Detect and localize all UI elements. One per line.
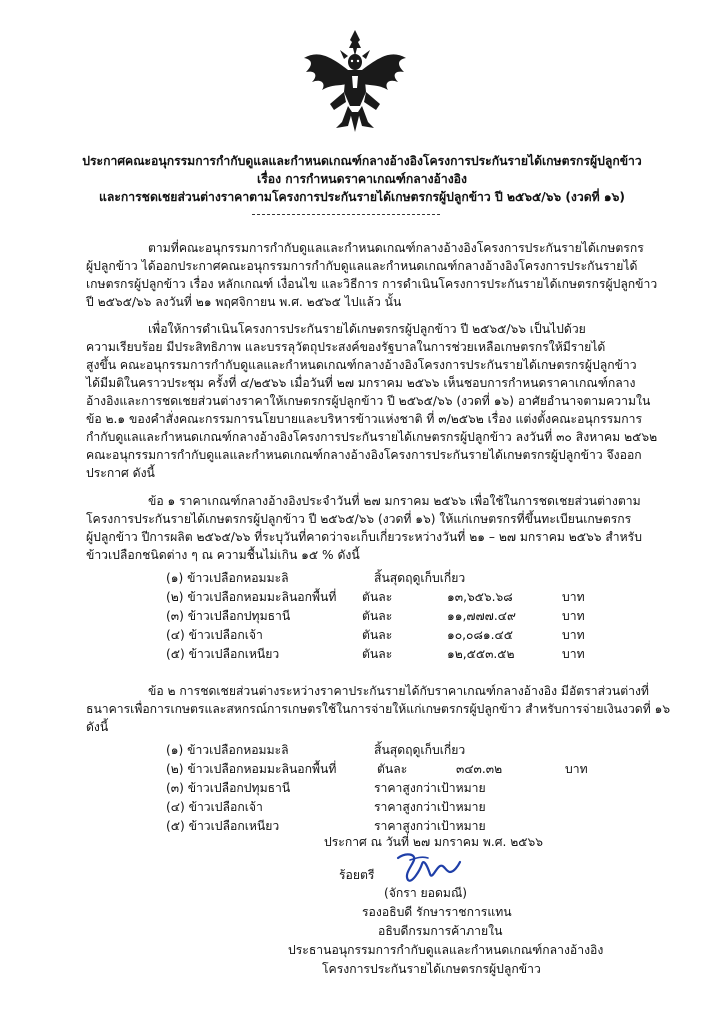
signer-name: (จักรา ยอดมณี) [384, 886, 468, 900]
paragraph-line: ผู้ปลูกข้าว ปีการผลิต ๒๕๖๕/๖๖ ที่ระบุวันที่คาดว่าจะเก็บเกี่ยวระหว่างวันที่ ๒๑ – ๒๗ มกราคม ๒๕๖๖ สำหรับ [86, 530, 642, 544]
signer-position: รองอธิบดี รักษาราชการแทน [362, 905, 512, 919]
price: สิ้นสุดฤดูเก็บเกี่ยว [374, 743, 466, 757]
currency: บาท [565, 762, 588, 776]
announcement-subject: เรื่อง การกำหนดราคาเกณฑ์กลางอ้างอิง [257, 172, 467, 186]
paragraph-line: สูงขึ้น คณะอนุกรรมการกำกับดูแลและกำหนดเกณฑ์กลางอ้างอิงโครงการประกันรายได้เกษตรกรผู้ปลูกข้าว [86, 358, 637, 372]
unit: ตันละ [362, 609, 393, 623]
table-row [0, 588, 724, 606]
currency: บาท [562, 609, 585, 623]
unit: ตันละ [362, 590, 393, 604]
rice-type: (๕) ข้าวเปลือกเหนียว [166, 819, 280, 833]
paragraph-line: ข้อ ๒.๑ ของคำสั่งคณะกรรมการนโยบายและบริหารข้าวแห่งชาติ ที่ ๓/๒๕๖๒ เรื่อง แต่งตั้งคณะอนุกรรมการ [86, 412, 643, 426]
paragraph-line: เพื่อให้การดำเนินโครงการประกันรายได้เกษตรกรผู้ปลูกข้าว ปี ๒๕๖๕/๖๖ เป็นไปด้วย [148, 322, 586, 336]
paragraph-line: ข้าวเปลือกชนิดต่าง ๆ ณ ความชื้นไม่เกิน ๑๕ % ดังนี้ [86, 548, 360, 562]
rice-type: (๕) ข้าวเปลือกเหนียว [166, 647, 280, 661]
price: ราคาสูงกว่าเป้าหมาย [374, 819, 486, 833]
paragraph-line: คณะอนุกรรมการกำกับดูแลและกำหนดเกณฑ์กลางอ้างอิงโครงการประกันรายได้เกษตรกรผู้ปลูกข้าว จึงออก [86, 448, 642, 462]
rice-type: (๓) ข้าวเปลือกปทุมธานี [166, 609, 291, 623]
rice-type: (๒) ข้าวเปลือกหอมมะลินอกพื้นที่ [166, 590, 337, 604]
table-row [0, 798, 724, 816]
garuda-emblem [300, 26, 410, 136]
paragraph-line: ดังนี้ [86, 720, 109, 734]
paragraph-line: ข้อ ๑ ราคาเกณฑ์กลางอ้างอิงประจำวันที่ ๒๗ มกราคม ๒๕๖๖ เพื่อใช้ในการชดเชยส่วนต่างตาม [148, 494, 641, 508]
price: ๑๓,๖๕๖.๖๘ [447, 590, 513, 604]
unit: ตันละ [362, 647, 393, 661]
paragraph-line: เกษตรกรผู้ปลูกข้าว เรื่อง หลักเกณฑ์ เงื่อนไข และวิธีการ การดำเนินโครงการประกันรายได้เกษตรกรผู้ปลูกข้าว [86, 277, 658, 291]
paragraph-line: ผู้ปลูกข้าว ได้ออกประกาศคณะอนุกรรมการกำกับดูแลและกำหนดเกณฑ์กลางอ้างอิงโครงการประกันรายได้ [86, 259, 638, 273]
paragraph-line: อ้างอิงและการชดเชยส่วนต่างราคาให้เกษตรกรผู้ปลูกข้าว ปี ๒๕๖๕/๖๖ (งวดที่ ๑๖) อาศัยอำนาจตามความใน [86, 394, 651, 408]
announcement-date: ประกาศ ณ วันที่ ๒๗ มกราคม พ.ศ. ๒๕๖๖ [324, 835, 543, 849]
table-row [0, 779, 724, 797]
rice-type: (๔) ข้าวเปลือกเจ้า [166, 800, 263, 814]
header-separator [252, 214, 440, 215]
currency: บาท [562, 647, 585, 661]
currency: บาท [562, 628, 585, 642]
paragraph-line: โครงการประกันรายได้เกษตรกรผู้ปลูกข้าว ปี ๒๕๖๕/๖๖ (งวดที่ ๑๖) ให้แก่เกษตรกรที่ขึ้นทะเบียนเกษตรกร [86, 512, 632, 526]
handwritten-signature [394, 848, 464, 888]
signer-position: อธิบดีกรมการค้าภายใน [378, 924, 503, 938]
rice-type: (๔) ข้าวเปลือกเจ้า [166, 628, 263, 642]
rice-type: (๓) ข้าวเปลือกปทุมธานี [166, 781, 291, 795]
paragraph-line: ความเรียบร้อย มีประสิทธิภาพ และบรรลุวัตถุประสงค์ของรัฐบาลในการช่วยเหลือเกษตรกรให้มีรายได้ [86, 340, 606, 354]
table-row [0, 760, 724, 778]
signer-position: โครงการประกันรายได้เกษตรกรผู้ปลูกข้าว [322, 962, 541, 976]
table-row [0, 607, 724, 625]
table-row [0, 645, 724, 663]
signer-position: ประธานอนุกรรมการกำกับดูแลและกำหนดเกณฑ์กลางอ้างอิง [288, 943, 604, 957]
paragraph-line: ได้มีมติในคราวประชุม ครั้งที่ ๔/๒๕๖๖ เมื่อวันที่ ๒๗ มกราคม ๒๕๖๖ เห็นชอบการกำหนดราคาเกณฑ์กลาง [86, 376, 636, 390]
rice-type: (๑) ข้าวเปลือกหอมมะลิ [166, 743, 289, 757]
table-row [0, 569, 724, 587]
paragraph-line: ข้อ ๒ การชดเชยส่วนต่างระหว่างราคาประกันรายได้กับราคาเกณฑ์กลางอ้างอิง มีอัตราส่วนต่างที่ [148, 684, 649, 698]
price: ๓๔๓.๓๒ [456, 762, 503, 776]
price: ๑๒,๕๕๓.๕๒ [447, 647, 515, 661]
price: ๑๐,๐๘๑.๔๕ [447, 628, 513, 642]
announcement-title-line1: ประกาศคณะอนุกรรมการกำกับดูแลและกำหนดเกณฑ์กลางอ้างอิงโครงการประกันรายได้เกษตรกรผู้ปลูกข้าว [82, 154, 642, 168]
currency: บาท [562, 590, 585, 604]
paragraph-line: ปี ๒๕๖๕/๖๖ ลงวันที่ ๒๑ พฤศจิกายน พ.ศ. ๒๕๖๕ ไปแล้ว นั้น [86, 295, 402, 309]
rice-type: (๑) ข้าวเปลือกหอมมะลิ [166, 571, 289, 585]
paragraph-line: ธนาคารเพื่อการเกษตรและสหกรณ์การเกษตรใช้ในการจ่ายให้แก่เกษตรกรผู้ปลูกข้าว สำหรับการจ่ายเงินงวดที่ ๑๖ [86, 702, 671, 716]
announcement-title-line3: และการชดเชยส่วนต่างราคาตามโครงการประกันรายได้เกษตรกรผู้ปลูกข้าว ปี ๒๕๖๕/๖๖ (งวดที่ ๑๖) [99, 190, 625, 204]
paragraph-line: ตามที่คณะอนุกรรมการกำกับดูแลและกำหนดเกณฑ์กลางอ้างอิงโครงการประกันรายได้เกษตรกร [148, 241, 644, 255]
price: ราคาสูงกว่าเป้าหมาย [374, 781, 486, 795]
paragraph-line: ประกาศ ดังนี้ [86, 466, 155, 480]
price: ราคาสูงกว่าเป้าหมาย [374, 800, 486, 814]
rice-type: (๒) ข้าวเปลือกหอมมะลินอกพื้นที่ [166, 762, 337, 776]
paragraph-line: กำกับดูแลและกำหนดเกณฑ์กลางอ้างอิงโครงการประกันรายได้เกษตรกรผู้ปลูกข้าว ลงวันที่ ๓๐ สิงหาคม ๒๕๖๒ [86, 430, 658, 444]
table-row [0, 741, 724, 759]
unit: ตันละ [377, 762, 408, 776]
unit: ตันละ [362, 628, 393, 642]
table-row [0, 626, 724, 644]
price: สิ้นสุดฤดูเก็บเกี่ยว [374, 571, 466, 585]
price: ๑๑,๗๗๗.๔๙ [447, 609, 516, 623]
signer-rank: ร้อยตรี [339, 868, 375, 882]
